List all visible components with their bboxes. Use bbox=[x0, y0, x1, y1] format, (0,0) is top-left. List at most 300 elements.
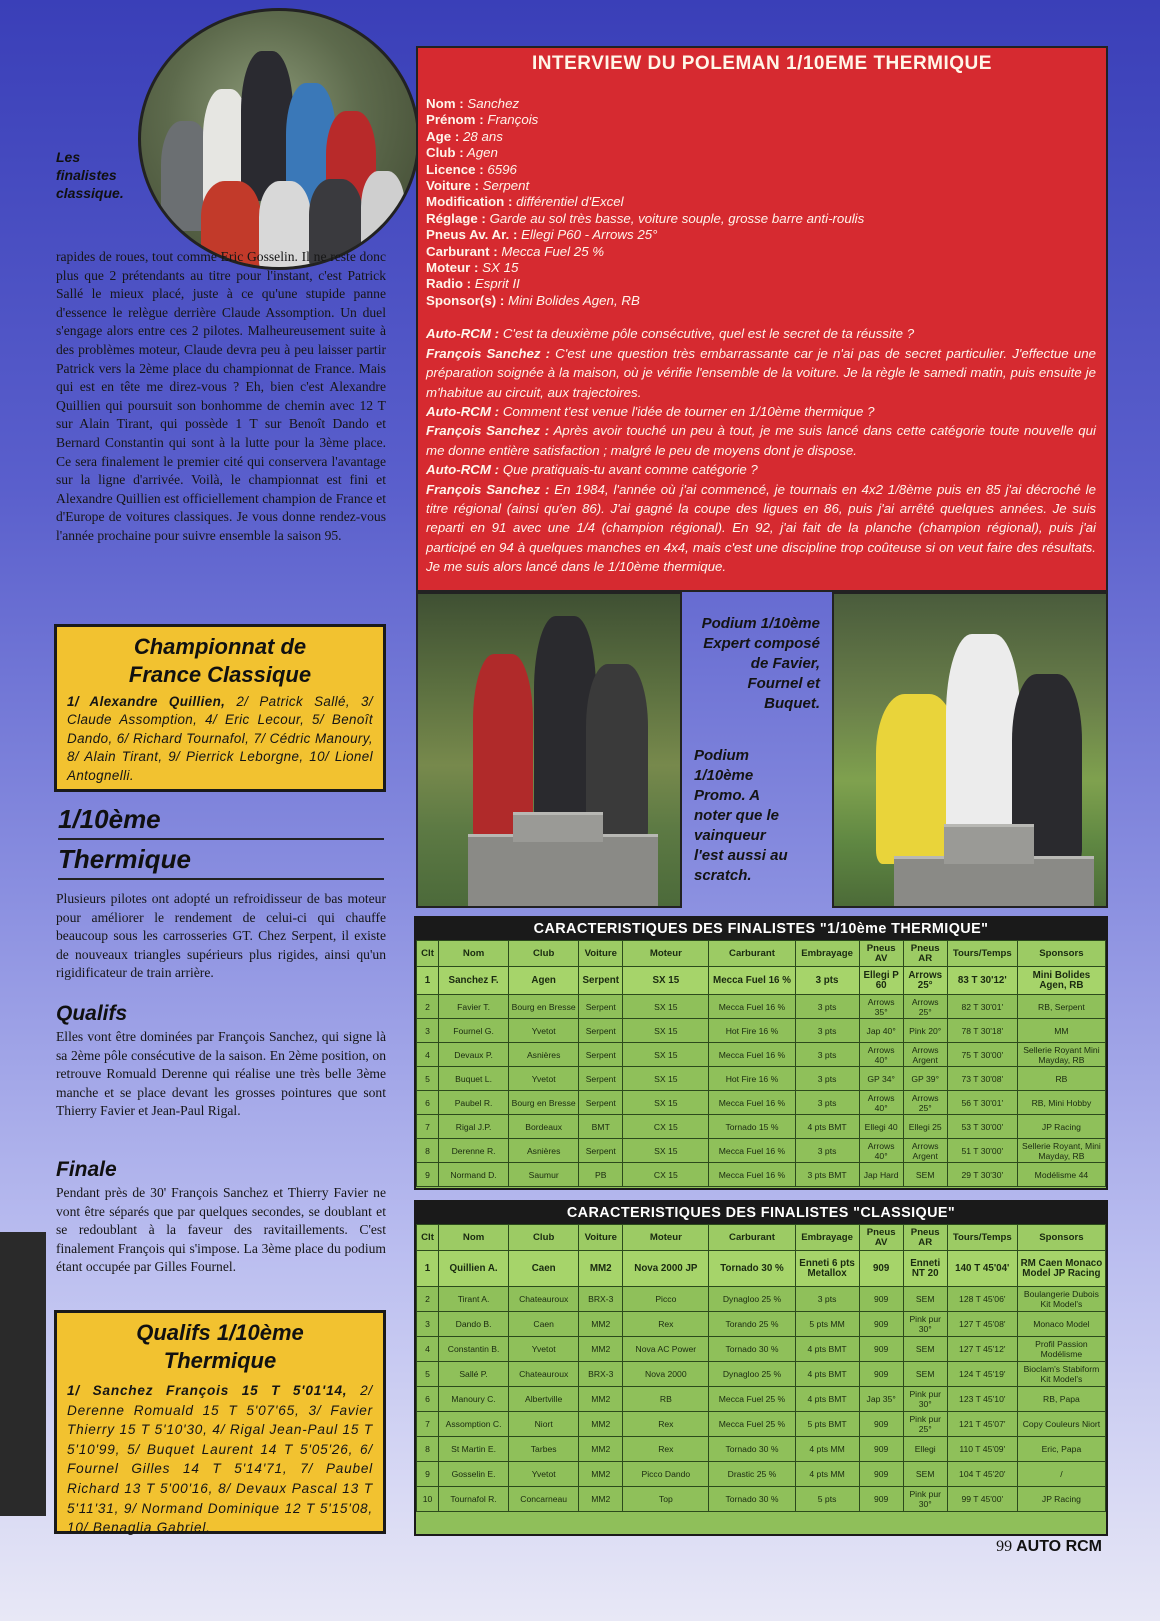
table-cell: Ellegi 40 bbox=[859, 1115, 903, 1139]
interview-box bbox=[416, 46, 1108, 592]
table-cell: Normand D. bbox=[439, 1163, 509, 1187]
table-cell: Sanchez F. bbox=[439, 967, 509, 995]
table-cell: BMT bbox=[579, 1115, 623, 1139]
finalists-circle-photo bbox=[138, 8, 420, 270]
promo-podium-photo bbox=[416, 592, 682, 908]
column-header: Nom bbox=[439, 1225, 509, 1251]
table-cell: RB, Papa bbox=[1017, 1387, 1105, 1412]
table-cell: RM Caen Monaco Model JP Racing bbox=[1017, 1251, 1105, 1287]
interview-fields bbox=[426, 96, 1096, 309]
table-cell: Rigal J.P. bbox=[439, 1115, 509, 1139]
table-cell: CX 15 bbox=[623, 1115, 709, 1139]
table-cell: Derenne R. bbox=[439, 1139, 509, 1163]
table-cell: SX 15 bbox=[623, 1139, 709, 1163]
table-cell: Drastic 25 % bbox=[709, 1462, 795, 1487]
table-cell: Bioclam's Stabiform Kit Model's bbox=[1017, 1362, 1105, 1387]
column-header: Tours/Temps bbox=[947, 1225, 1017, 1251]
table-cell: 6 bbox=[417, 1387, 439, 1412]
thermique-finalists-table bbox=[414, 916, 1108, 1190]
table-row bbox=[417, 1387, 1106, 1412]
table-cell: Mini Bolides Agen, RB bbox=[1017, 967, 1105, 995]
table-cell: 56 T 30'01' bbox=[947, 1091, 1017, 1115]
table-cell: 127 T 45'08' bbox=[947, 1312, 1017, 1337]
table-cell: Paubel R. bbox=[439, 1091, 509, 1115]
interview-speaker: Auto-RCM : bbox=[426, 326, 500, 342]
table-cell: Enneti 6 pts Metallox bbox=[795, 1251, 859, 1287]
table-cell: 5 bbox=[417, 1362, 439, 1387]
championnat-box-title-line2: France Classique bbox=[128, 662, 312, 687]
interview-field-value: Sanchez bbox=[467, 96, 520, 111]
table-cell: Saumur bbox=[509, 1163, 579, 1187]
table-cell: 82 T 30'01' bbox=[947, 995, 1017, 1019]
table-row bbox=[417, 1115, 1106, 1139]
table-cell: SX 15 bbox=[623, 1043, 709, 1067]
column-header: Embrayage bbox=[795, 1225, 859, 1251]
championnat-box-results bbox=[67, 693, 373, 785]
table-cell: Eric, Papa bbox=[1017, 1437, 1105, 1462]
table-cell: Tornado 30 % bbox=[709, 1437, 795, 1462]
table-cell: Boulangerie Dubois Kit Model's bbox=[1017, 1287, 1105, 1312]
table-cell: Arrows 25° bbox=[903, 967, 947, 995]
table-cell: Arrows 35° bbox=[859, 995, 903, 1019]
table-cell: Ellegi P 60 bbox=[859, 967, 903, 995]
table-cell: 4 pts BMT bbox=[795, 1362, 859, 1387]
qualifs-ranking: 2/ Derenne Romuald 15 T 5'07'65, 3/ Favier Thierry 15 T 5'10'30, 4/ Rigal Jean-Paul 15 T 5'10'99, 5/ Buquet Laurent 14 T 5'05'26, 6/ Fournel Gilles 14 T 5'14'71, 7/ Paubel Richard 13 T 5'00'16, 8/ Devaux Pascal 13 T 5'11'31, 9/ Normand Dominique 12 T 5'15'08, 10/ Benaglia Gabriel. bbox=[67, 1383, 374, 1536]
table-cell: Tarbes bbox=[509, 1437, 579, 1462]
interview-text: C'est ta deuxième pôle consécutive, quel est le secret de ta réussite ? bbox=[502, 326, 915, 342]
table-cell: 4 pts BMT bbox=[795, 1115, 859, 1139]
table-cell: Picco bbox=[623, 1287, 709, 1312]
thermique-table-title: CARACTERISTIQUES DES FINALISTES "1/10ème THERMIQUE" bbox=[416, 918, 1106, 940]
table-row bbox=[417, 967, 1106, 995]
table-cell: 1 bbox=[417, 1251, 439, 1287]
interview-field-value: Mini Bolides Agen, RB bbox=[508, 292, 640, 308]
column-header: Moteur bbox=[623, 941, 709, 967]
column-header: Pneus AR bbox=[903, 1225, 947, 1251]
table-header-row bbox=[417, 1225, 1106, 1251]
table-cell: Yvetot bbox=[509, 1337, 579, 1362]
table-cell: MM2 bbox=[579, 1462, 623, 1487]
table-cell: RB, Mini Hobby bbox=[1017, 1091, 1105, 1115]
table-cell: Caen bbox=[509, 1312, 579, 1337]
qualifs-results-box bbox=[54, 1310, 386, 1534]
table-cell: Pink 20° bbox=[903, 1019, 947, 1043]
table-cell: Sallé P. bbox=[439, 1362, 509, 1387]
table-cell: Favier T. bbox=[439, 995, 509, 1019]
table-cell: SX 15 bbox=[623, 1067, 709, 1091]
interview-field-label: Club : bbox=[426, 145, 464, 161]
table-cell: 51 T 30'00' bbox=[947, 1139, 1017, 1163]
interview-field-value: 6596 bbox=[487, 161, 517, 177]
interview-field-value: 28 ans bbox=[462, 128, 503, 144]
column-header: Clt bbox=[417, 1225, 439, 1251]
table-cell: Serpent bbox=[579, 1091, 623, 1115]
table-cell: 909 bbox=[859, 1412, 903, 1437]
column-header: Pneus AV bbox=[859, 941, 903, 967]
table-cell: 75 T 30'00' bbox=[947, 1043, 1017, 1067]
table-cell: Pink pur 25° bbox=[903, 1412, 947, 1437]
thermique-paragraph: Plusieurs pilotes ont adopté un refroidisseur de bas moteur pour améliorer le rendement de celui-ci qui chauffe beaucoup sous les carrosseries GT. Chez Serpent, il existe de nouveaux triangles supérieurs plus rigides, ainsi qu'un rigidificateur de train arrière. bbox=[56, 891, 386, 981]
interview-field-label: Voiture : bbox=[426, 178, 479, 194]
table-cell: Mecca Fuel 16 % bbox=[709, 1091, 795, 1115]
interview-field bbox=[426, 260, 1096, 276]
table-cell: Caen bbox=[509, 1251, 579, 1287]
table-cell: Serpent bbox=[579, 1019, 623, 1043]
table-cell: Chateauroux bbox=[509, 1362, 579, 1387]
championnat-ranking: 2/ Patrick Sallé, 3/ Claude Assomption, 4/ Eric Lecour, 5/ Benoît Dando, 6/ Richard Tournafol, 7/ Cédric Manoury, 8/ Alain Tirant, 9/ Pierrick Leborgne, 10/ Lionel Antognelli. bbox=[67, 694, 373, 783]
table-cell: Tornado 15 % bbox=[709, 1115, 795, 1139]
table-cell: 3 bbox=[417, 1312, 439, 1337]
interview-field bbox=[426, 178, 1096, 194]
interview-text: En 1984, l'année où j'ai commencé, je tournais en 4x2 1/8ème puis en 85 j'ai décroché le titre régional (ainsi qu'en 86). J'ai gagné la coupe des ligues en 86, puis j'ai arrêté quelques années. Je suis reparti en 91 avec une 1/4 (champion régional). En 92, j'ai fait de la planche (champion régional), puis j'ai participé en 94 à quelques manches en 4x4, mais c'est une discipline trop coûteuse si on veut faire des résultats. Je me suis alors lancé dans le 1/10ème thermique. bbox=[426, 481, 1096, 575]
table-cell: 9 bbox=[417, 1462, 439, 1487]
table-cell: Mecca Fuel 16 % bbox=[709, 1139, 795, 1163]
table-cell: 3 pts bbox=[795, 995, 859, 1019]
thermique-heading bbox=[58, 800, 384, 880]
interview-field-label: Pneus Av. Ar. : bbox=[426, 227, 518, 243]
table-cell: Tornado 30 % bbox=[709, 1251, 795, 1287]
table-row bbox=[417, 1019, 1106, 1043]
table-cell: Bourg en Bresse bbox=[509, 1091, 579, 1115]
table-row bbox=[417, 1462, 1106, 1487]
interview-field-value: SX 15 bbox=[482, 260, 519, 276]
column-header: Nom bbox=[439, 941, 509, 967]
column-header: Club bbox=[509, 941, 579, 967]
intro-paragraph: rapides de roues, tout comme Eric Gosselin. Il ne reste donc plus que 2 prétendants au titre pour l'instant, c'est Patrick Sallé le mieux placé, juste à ce qu'une stupide panne d'essence le relègue derrière Claude Assomption. Un duel s'engage alors entre ces 2 pilotes. Malheureusement suite à des problèmes moteur, Claude devra peu à peu laisser partir Patrick vers la 2ème place du championnat de France. Mais qui est en tête me direz-vous ? Eh, bien c'est Alexandre Quillien qui poursuit son bonhomme de chemin avec 12 T sur Alain Tirant, qui possède 1 T sur Benoît Dando et Bernard Constantin qui sont à la lutte pour la 3ème place. Ce sera finalement le premier cité qui conservera l'avantage sur la ligne d'arrivée. Voilà, le championnat est fini et Alexandre Quillien est officiellement champion de France et d'Europe de voitures classiques. Je vous donne rendez-vous l'année prochaine pour suivre ensemble la saison 95. bbox=[56, 249, 386, 543]
table-cell: Yvetot bbox=[509, 1462, 579, 1487]
interview-field bbox=[426, 276, 1096, 292]
thermique-table-grid bbox=[416, 940, 1106, 1187]
table-cell: Arrows 25° bbox=[903, 995, 947, 1019]
table-cell: Jap 40° bbox=[859, 1019, 903, 1043]
interview-field-label: Age : bbox=[426, 128, 460, 144]
table-cell: 128 T 45'06' bbox=[947, 1287, 1017, 1312]
table-cell: / bbox=[1017, 1462, 1105, 1487]
table-cell: 3 bbox=[417, 1019, 439, 1043]
thermique-heading-line1: 1/10ème bbox=[58, 800, 384, 840]
championnat-results-box bbox=[54, 624, 386, 792]
table-cell: Modélisme 44 bbox=[1017, 1163, 1105, 1187]
table-cell: 3 pts bbox=[795, 967, 859, 995]
promo-podium-caption: Podium 1/10ème Promo. A noter que le vainqueur l'est aussi au scratch. bbox=[694, 747, 788, 884]
table-cell: Arrows Argent bbox=[903, 1139, 947, 1163]
table-cell: 8 bbox=[417, 1437, 439, 1462]
table-cell: 4 pts BMT bbox=[795, 1337, 859, 1362]
table-header-row bbox=[417, 941, 1106, 967]
column-header: Carburant bbox=[709, 1225, 795, 1251]
table-cell: Rex bbox=[623, 1437, 709, 1462]
table-cell: Nova 2000 bbox=[623, 1362, 709, 1387]
table-cell: 1 bbox=[417, 967, 439, 995]
table-cell: Pink pur 30° bbox=[903, 1487, 947, 1512]
table-row bbox=[417, 1163, 1106, 1187]
interview-field-label: Moteur : bbox=[426, 260, 479, 276]
table-cell: Ellegi bbox=[903, 1437, 947, 1462]
table-cell: 9 bbox=[417, 1163, 439, 1187]
table-cell: SX 15 bbox=[623, 1019, 709, 1043]
table-row bbox=[417, 1487, 1106, 1512]
table-cell: Asnières bbox=[509, 1139, 579, 1163]
interview-field bbox=[426, 211, 1096, 227]
table-row bbox=[417, 1337, 1106, 1362]
table-cell: SEM bbox=[903, 1163, 947, 1187]
table-cell: Jap Hard bbox=[859, 1163, 903, 1187]
table-cell: Arrows Argent bbox=[903, 1043, 947, 1067]
table-cell: MM2 bbox=[579, 1337, 623, 1362]
table-cell: Top bbox=[623, 1487, 709, 1512]
interview-text: C'est une question très embarrassante car je n'ai pas de secret particulier. J'effectue une préparation soignée à la maison, où je vérifie l'ensemble de la voiture. Je la règle le samedi matin, puis ensuite je m'habitue au circuit, aux trajectoires. bbox=[426, 345, 1096, 400]
interview-field-value: Serpent bbox=[482, 178, 530, 194]
finale-heading: Finale bbox=[56, 1158, 117, 1181]
table-row bbox=[417, 1312, 1106, 1337]
table-cell: 4 pts MM bbox=[795, 1462, 859, 1487]
interview-field bbox=[426, 194, 1096, 210]
table-cell: Serpent bbox=[579, 1043, 623, 1067]
column-header: Sponsors bbox=[1017, 941, 1105, 967]
table-cell: Fournel G. bbox=[439, 1019, 509, 1043]
table-cell: Tournafol R. bbox=[439, 1487, 509, 1512]
interview-speaker: Auto-RCM : bbox=[426, 462, 500, 478]
table-cell: SEM bbox=[903, 1362, 947, 1387]
table-cell: Monaco Model bbox=[1017, 1312, 1105, 1337]
table-cell: Mecca Fuel 16 % bbox=[709, 1043, 795, 1067]
table-row bbox=[417, 1067, 1106, 1091]
table-cell: Bourg en Bresse bbox=[509, 995, 579, 1019]
table-cell: 3 pts bbox=[795, 1019, 859, 1043]
table-row bbox=[417, 1437, 1106, 1462]
table-cell: 909 bbox=[859, 1437, 903, 1462]
table-cell: Asnières bbox=[509, 1043, 579, 1067]
column-header: Pneus AR bbox=[903, 941, 947, 967]
table-cell: CX 15 bbox=[623, 1163, 709, 1187]
table-cell: Nova 2000 JP bbox=[623, 1251, 709, 1287]
circle-photo-caption: Les finalistes classique. bbox=[56, 149, 124, 201]
table-cell: 909 bbox=[859, 1487, 903, 1512]
column-header: Sponsors bbox=[1017, 1225, 1105, 1251]
table-cell: Dando B. bbox=[439, 1312, 509, 1337]
table-cell: Arrows 40° bbox=[859, 1043, 903, 1067]
interview-body bbox=[418, 80, 1106, 577]
table-cell: 99 T 45'00' bbox=[947, 1487, 1017, 1512]
table-cell: MM bbox=[1017, 1019, 1105, 1043]
table-cell: 3 pts BMT bbox=[795, 1163, 859, 1187]
table-cell: 127 T 45'12' bbox=[947, 1337, 1017, 1362]
table-cell: Devaux P. bbox=[439, 1043, 509, 1067]
interview-field-label: Radio : bbox=[426, 276, 472, 292]
table-cell: Rex bbox=[623, 1412, 709, 1437]
qualifs-box-title-line2: Thermique bbox=[163, 1348, 277, 1373]
column-header: Pneus AV bbox=[859, 1225, 903, 1251]
interview-field-label: Prénom : bbox=[426, 112, 484, 128]
column-header: Voiture bbox=[579, 941, 623, 967]
table-row bbox=[417, 1287, 1106, 1312]
table-cell: Mecca Fuel 25 % bbox=[709, 1387, 795, 1412]
interview-field-value: Esprit II bbox=[474, 276, 520, 292]
table-cell: Picco Dando bbox=[623, 1462, 709, 1487]
table-cell: Tirant A. bbox=[439, 1287, 509, 1312]
interview-field bbox=[426, 293, 1096, 309]
table-cell: 7 bbox=[417, 1412, 439, 1437]
table-cell: JP Racing bbox=[1017, 1115, 1105, 1139]
table-cell: 78 T 30'18' bbox=[947, 1019, 1017, 1043]
classique-table-grid bbox=[416, 1224, 1106, 1512]
table-cell: Concarneau bbox=[509, 1487, 579, 1512]
interview-field-label: Sponsor(s) : bbox=[426, 292, 505, 308]
table-cell: Pink pur 30° bbox=[903, 1387, 947, 1412]
table-cell: 5 pts BMT bbox=[795, 1412, 859, 1437]
table-cell: Buquet L. bbox=[439, 1067, 509, 1091]
table-cell: Serpent bbox=[579, 1139, 623, 1163]
qualifs-paragraph: Elles vont être dominées par François Sanchez, qui signe là sa 2ème pôle consécutive de la saison. En 2ème position, on retrouve Romuald Derenne qui réalise une très belle 3ème manche et se place devant les grosses pointures que sont Thierry Favier et Jean-Paul Rigal. bbox=[56, 1029, 386, 1119]
table-cell: Dynagloo 25 % bbox=[709, 1362, 795, 1387]
table-cell: 909 bbox=[859, 1251, 903, 1287]
table-cell: RB bbox=[1017, 1067, 1105, 1091]
classique-table-title: CARACTERISTIQUES DES FINALISTES "CLASSIQUE" bbox=[416, 1202, 1106, 1224]
classique-finalists-table bbox=[414, 1200, 1108, 1536]
table-cell: GP 34° bbox=[859, 1067, 903, 1091]
interview-qa bbox=[426, 324, 1096, 576]
table-row bbox=[417, 1251, 1106, 1287]
table-cell: Quillien A. bbox=[439, 1251, 509, 1287]
interview-speaker: François Sanchez : bbox=[426, 423, 550, 439]
interview-exchange bbox=[426, 344, 1096, 402]
table-cell: GP 39° bbox=[903, 1067, 947, 1091]
table-cell: Hot Fire 16 % bbox=[709, 1067, 795, 1091]
table-cell: 909 bbox=[859, 1362, 903, 1387]
interview-field bbox=[426, 129, 1096, 145]
table-cell: Sellerie Royant Mini Mayday, RB bbox=[1017, 1043, 1105, 1067]
table-cell: 3 pts bbox=[795, 1287, 859, 1312]
table-cell: Arrows 25° bbox=[903, 1091, 947, 1115]
table-cell: 140 T 45'04' bbox=[947, 1251, 1017, 1287]
interview-field-value: François bbox=[487, 112, 539, 128]
table-cell: 73 T 30'08' bbox=[947, 1067, 1017, 1091]
table-row bbox=[417, 995, 1106, 1019]
table-cell: 4 pts MM bbox=[795, 1437, 859, 1462]
championnat-winner: 1/ Alexandre Quillien, bbox=[67, 694, 226, 709]
qualifs-heading: Qualifs bbox=[56, 1002, 128, 1025]
qualifs-box-results bbox=[67, 1381, 373, 1538]
table-cell: SEM bbox=[903, 1462, 947, 1487]
interview-exchange bbox=[426, 460, 1096, 479]
table-cell: 5 pts MM bbox=[795, 1312, 859, 1337]
interview-field bbox=[426, 96, 1096, 112]
table-cell: Tornado 30 % bbox=[709, 1337, 795, 1362]
table-cell: 3 pts bbox=[795, 1067, 859, 1091]
interview-field-value: Garde au sol très basse, voiture souple, grosse barre anti-roulis bbox=[489, 210, 865, 226]
expert-podium-photo bbox=[832, 592, 1108, 908]
table-cell: Sellerie Royant, Mini Mayday, RB bbox=[1017, 1139, 1105, 1163]
table-cell: Chateauroux bbox=[509, 1287, 579, 1312]
interview-field-value: Ellegi P60 - Arrows 25° bbox=[521, 227, 658, 243]
table-cell: 123 T 45'10' bbox=[947, 1387, 1017, 1412]
interview-text: Comment t'est venue l'idée de tourner en 1/10ème thermique ? bbox=[502, 403, 875, 419]
table-cell: 7 bbox=[417, 1115, 439, 1139]
table-cell: BRX-3 bbox=[579, 1362, 623, 1387]
table-cell: 53 T 30'00' bbox=[947, 1115, 1017, 1139]
table-cell: 10 bbox=[417, 1487, 439, 1512]
interview-text: Que pratiquais-tu avant comme catégorie ? bbox=[502, 462, 758, 478]
table-cell: Assomption C. bbox=[439, 1412, 509, 1437]
table-cell: Profil Passion Modélisme bbox=[1017, 1337, 1105, 1362]
interview-exchange bbox=[426, 421, 1096, 460]
table-cell: 110 T 45'09' bbox=[947, 1437, 1017, 1462]
thermique-heading-line2: Thermique bbox=[58, 840, 384, 880]
table-cell: Yvetot bbox=[509, 1019, 579, 1043]
interview-exchange bbox=[426, 324, 1096, 343]
table-cell: 4 pts BMT bbox=[795, 1387, 859, 1412]
table-cell: 3 pts bbox=[795, 1091, 859, 1115]
column-header: Moteur bbox=[623, 1225, 709, 1251]
magazine-name: AUTO RCM bbox=[1016, 1538, 1102, 1555]
column-header: Carburant bbox=[709, 941, 795, 967]
table-cell: Enneti NT 20 bbox=[903, 1251, 947, 1287]
page-folio bbox=[996, 1538, 1102, 1556]
table-cell: 8 bbox=[417, 1139, 439, 1163]
table-cell: 4 bbox=[417, 1043, 439, 1067]
table-cell: 909 bbox=[859, 1312, 903, 1337]
table-cell: 29 T 30'30' bbox=[947, 1163, 1017, 1187]
table-row bbox=[417, 1362, 1106, 1387]
table-cell: MM2 bbox=[579, 1412, 623, 1437]
table-cell: MM2 bbox=[579, 1251, 623, 1287]
finale-paragraph: Pendant près de 30' François Sanchez et Thierry Favier ne vont être séparés que par quelques secondes, se doublant et se redoublant à la faveur des ravitaillements. C'est finalement François qui s'impose. La 3ème place du podium étant occupée par Gilles Fournel. bbox=[56, 1185, 386, 1275]
table-cell: Torando 25 % bbox=[709, 1312, 795, 1337]
table-cell: Hot Fire 16 % bbox=[709, 1019, 795, 1043]
table-cell: 124 T 45'19' bbox=[947, 1362, 1017, 1387]
table-cell: SX 15 bbox=[623, 995, 709, 1019]
expert-podium-caption: Podium 1/10ème Expert composé de Favier, Fournel et Buquet. bbox=[701, 615, 820, 712]
table-cell: Nova AC Power bbox=[623, 1337, 709, 1362]
table-row bbox=[417, 1139, 1106, 1163]
interview-field-value: Mecca Fuel 25 % bbox=[501, 243, 605, 259]
table-cell: 5 bbox=[417, 1067, 439, 1091]
table-cell: Manoury C. bbox=[439, 1387, 509, 1412]
table-cell: MM2 bbox=[579, 1437, 623, 1462]
table-cell: Mecca Fuel 16 % bbox=[709, 1163, 795, 1187]
table-cell: SX 15 bbox=[623, 967, 709, 995]
table-cell: JP Racing bbox=[1017, 1487, 1105, 1512]
championnat-box-title-line1: Championnat de bbox=[133, 634, 307, 659]
table-cell: RB, Serpent bbox=[1017, 995, 1105, 1019]
table-cell: 4 bbox=[417, 1337, 439, 1362]
table-cell: 909 bbox=[859, 1287, 903, 1312]
table-row bbox=[417, 1043, 1106, 1067]
table-cell: 6 bbox=[417, 1091, 439, 1115]
table-cell: Dynagloo 25 % bbox=[709, 1287, 795, 1312]
table-cell: SEM bbox=[903, 1337, 947, 1362]
table-cell: Copy Couleurs Niort bbox=[1017, 1412, 1105, 1437]
table-cell: Pink pur 30° bbox=[903, 1312, 947, 1337]
interview-field-label: Licence : bbox=[426, 161, 484, 177]
table-cell: SX 15 bbox=[623, 1091, 709, 1115]
table-cell: St Martin E. bbox=[439, 1437, 509, 1462]
column-header: Voiture bbox=[579, 1225, 623, 1251]
table-cell: 121 T 45'07' bbox=[947, 1412, 1017, 1437]
table-cell: MM2 bbox=[579, 1487, 623, 1512]
table-cell: Mecca Fuel 16 % bbox=[709, 995, 795, 1019]
table-cell: Jap 35° bbox=[859, 1387, 903, 1412]
interview-exchange bbox=[426, 480, 1096, 577]
table-cell: Mecca Fuel 25 % bbox=[709, 1412, 795, 1437]
table-cell: MM2 bbox=[579, 1387, 623, 1412]
table-cell: Tornado 30 % bbox=[709, 1487, 795, 1512]
column-header: Club bbox=[509, 1225, 579, 1251]
table-cell: Bordeaux bbox=[509, 1115, 579, 1139]
qualifs-box-title-line1: Qualifs 1/10ème bbox=[136, 1320, 304, 1345]
table-cell: RB bbox=[623, 1387, 709, 1412]
table-cell: BRX-3 bbox=[579, 1287, 623, 1312]
